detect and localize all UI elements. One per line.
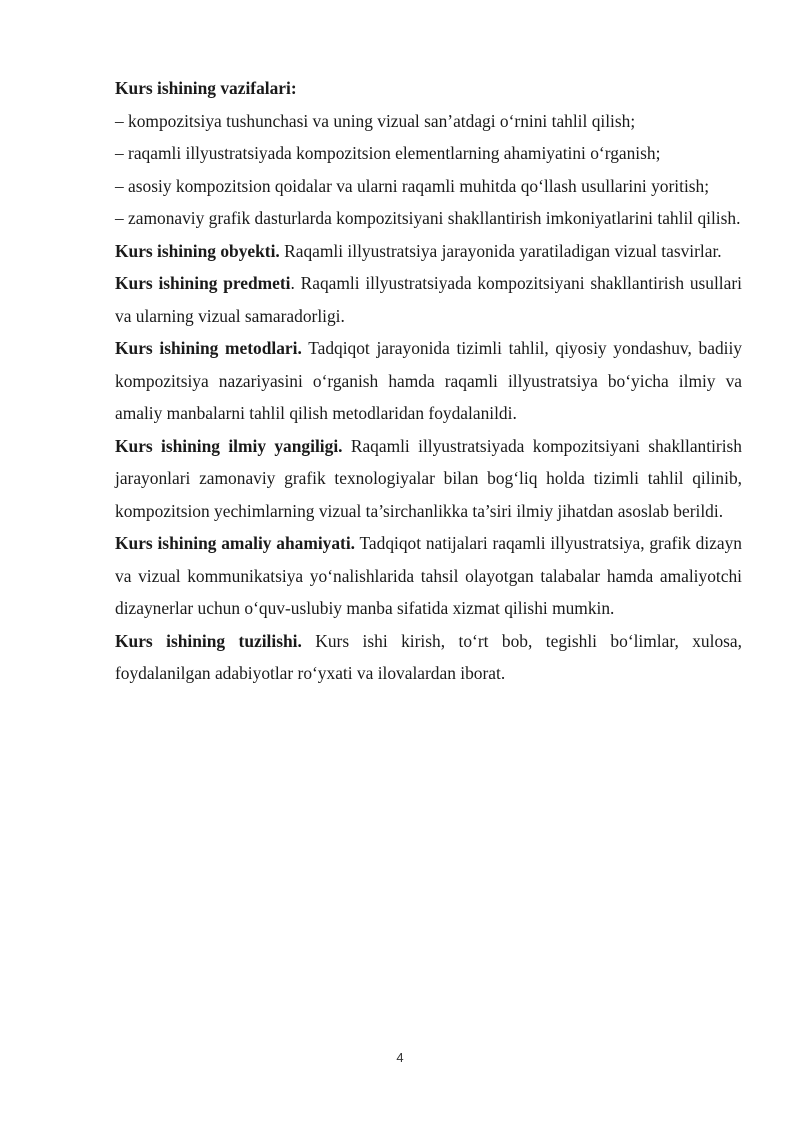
- task-item: – raqamli illyustratsiyada kompozitsion elementlarning ahamiyatini o‘rganish;: [115, 143, 661, 163]
- section-label: Kurs ishining tuzilishi.: [115, 630, 302, 651]
- section-label: Kurs ishining predmeti: [115, 273, 291, 293]
- page-number: 4: [396, 1050, 404, 1065]
- section-text: . Raqamli illyustratsiyada kompozitsiyani shakllantirish usullari va ularning vizual samaradorligi.: [115, 273, 742, 326]
- document-page: [115, 72, 742, 690]
- section-label: Kurs ishining metodlari.: [115, 338, 302, 358]
- section-subject: [115, 267, 742, 332]
- tasks-heading: Kurs ishining vazifalari:: [115, 78, 297, 98]
- section-text: Tadqiqot natijalari raqamli illyustratsiya, grafik dizayn va vizual kommunikatsiya yo‘nalishlarida tahsil olayotgan talabalar hamda amaliyotchi dizaynerlar uchun o‘quv-uslubiy manba sifatida xizmat qilishi mumkin.: [115, 533, 742, 618]
- section-text: Kurs ishi kirish, to‘rt bob, tegishli bo‘limlar, xulosa, foydalanilgan adabiyotlar ro‘yxati va ilovalardan iborat.: [115, 630, 742, 683]
- section-novelty: [115, 430, 742, 528]
- section-label: Kurs ishining ilmiy yangiligi.: [115, 435, 343, 456]
- section-text: Raqamli illyustratsiya jarayonida yaratiladigan vizual tasvirlar.: [279, 240, 722, 261]
- section-object: [115, 235, 742, 268]
- task-item: – asosiy kompozitsion qoidalar va ularni raqamli muhitda qo‘llash usullarini yoritish;: [115, 175, 710, 196]
- section-text: Raqamli illyustratsiyada kompozitsiyani shakllantirish jarayonlari zamonaviy grafik texnologiyalar bilan bog‘liq holda tizimli tahlil qilinib, kompozitsion yechimlarning vizual ta’sirchanlikka ta’siri ilmiy jihatdan asoslab berildi.: [115, 435, 742, 521]
- section-label: Kurs ishining obyekti.: [115, 240, 280, 261]
- task-item: – zamonaviy grafik dasturlarda kompozitsiyani shakllantirish imkoniyatlarini tahlil qilish.: [115, 208, 741, 228]
- task-item: – kompozitsiya tushunchasi va uning vizual san’atdagi o‘rnini tahlil qilish;: [115, 110, 636, 131]
- section-structure: [115, 625, 742, 690]
- section-practical-significance: [115, 527, 742, 625]
- section-methods: [115, 332, 742, 430]
- section-label: Kurs ishining amaliy ahamiyati.: [115, 533, 356, 553]
- section-text: Tadqiqot jarayonida tizimli tahlil, qiyosiy yondashuv, badiiy kompozitsiya nazariyasini o‘rganish hamda raqamli illyustratsiya bo‘yicha ilmiy va amaliy manbalarni tahlil qilish metodlaridan foydalanildi.: [115, 338, 743, 423]
